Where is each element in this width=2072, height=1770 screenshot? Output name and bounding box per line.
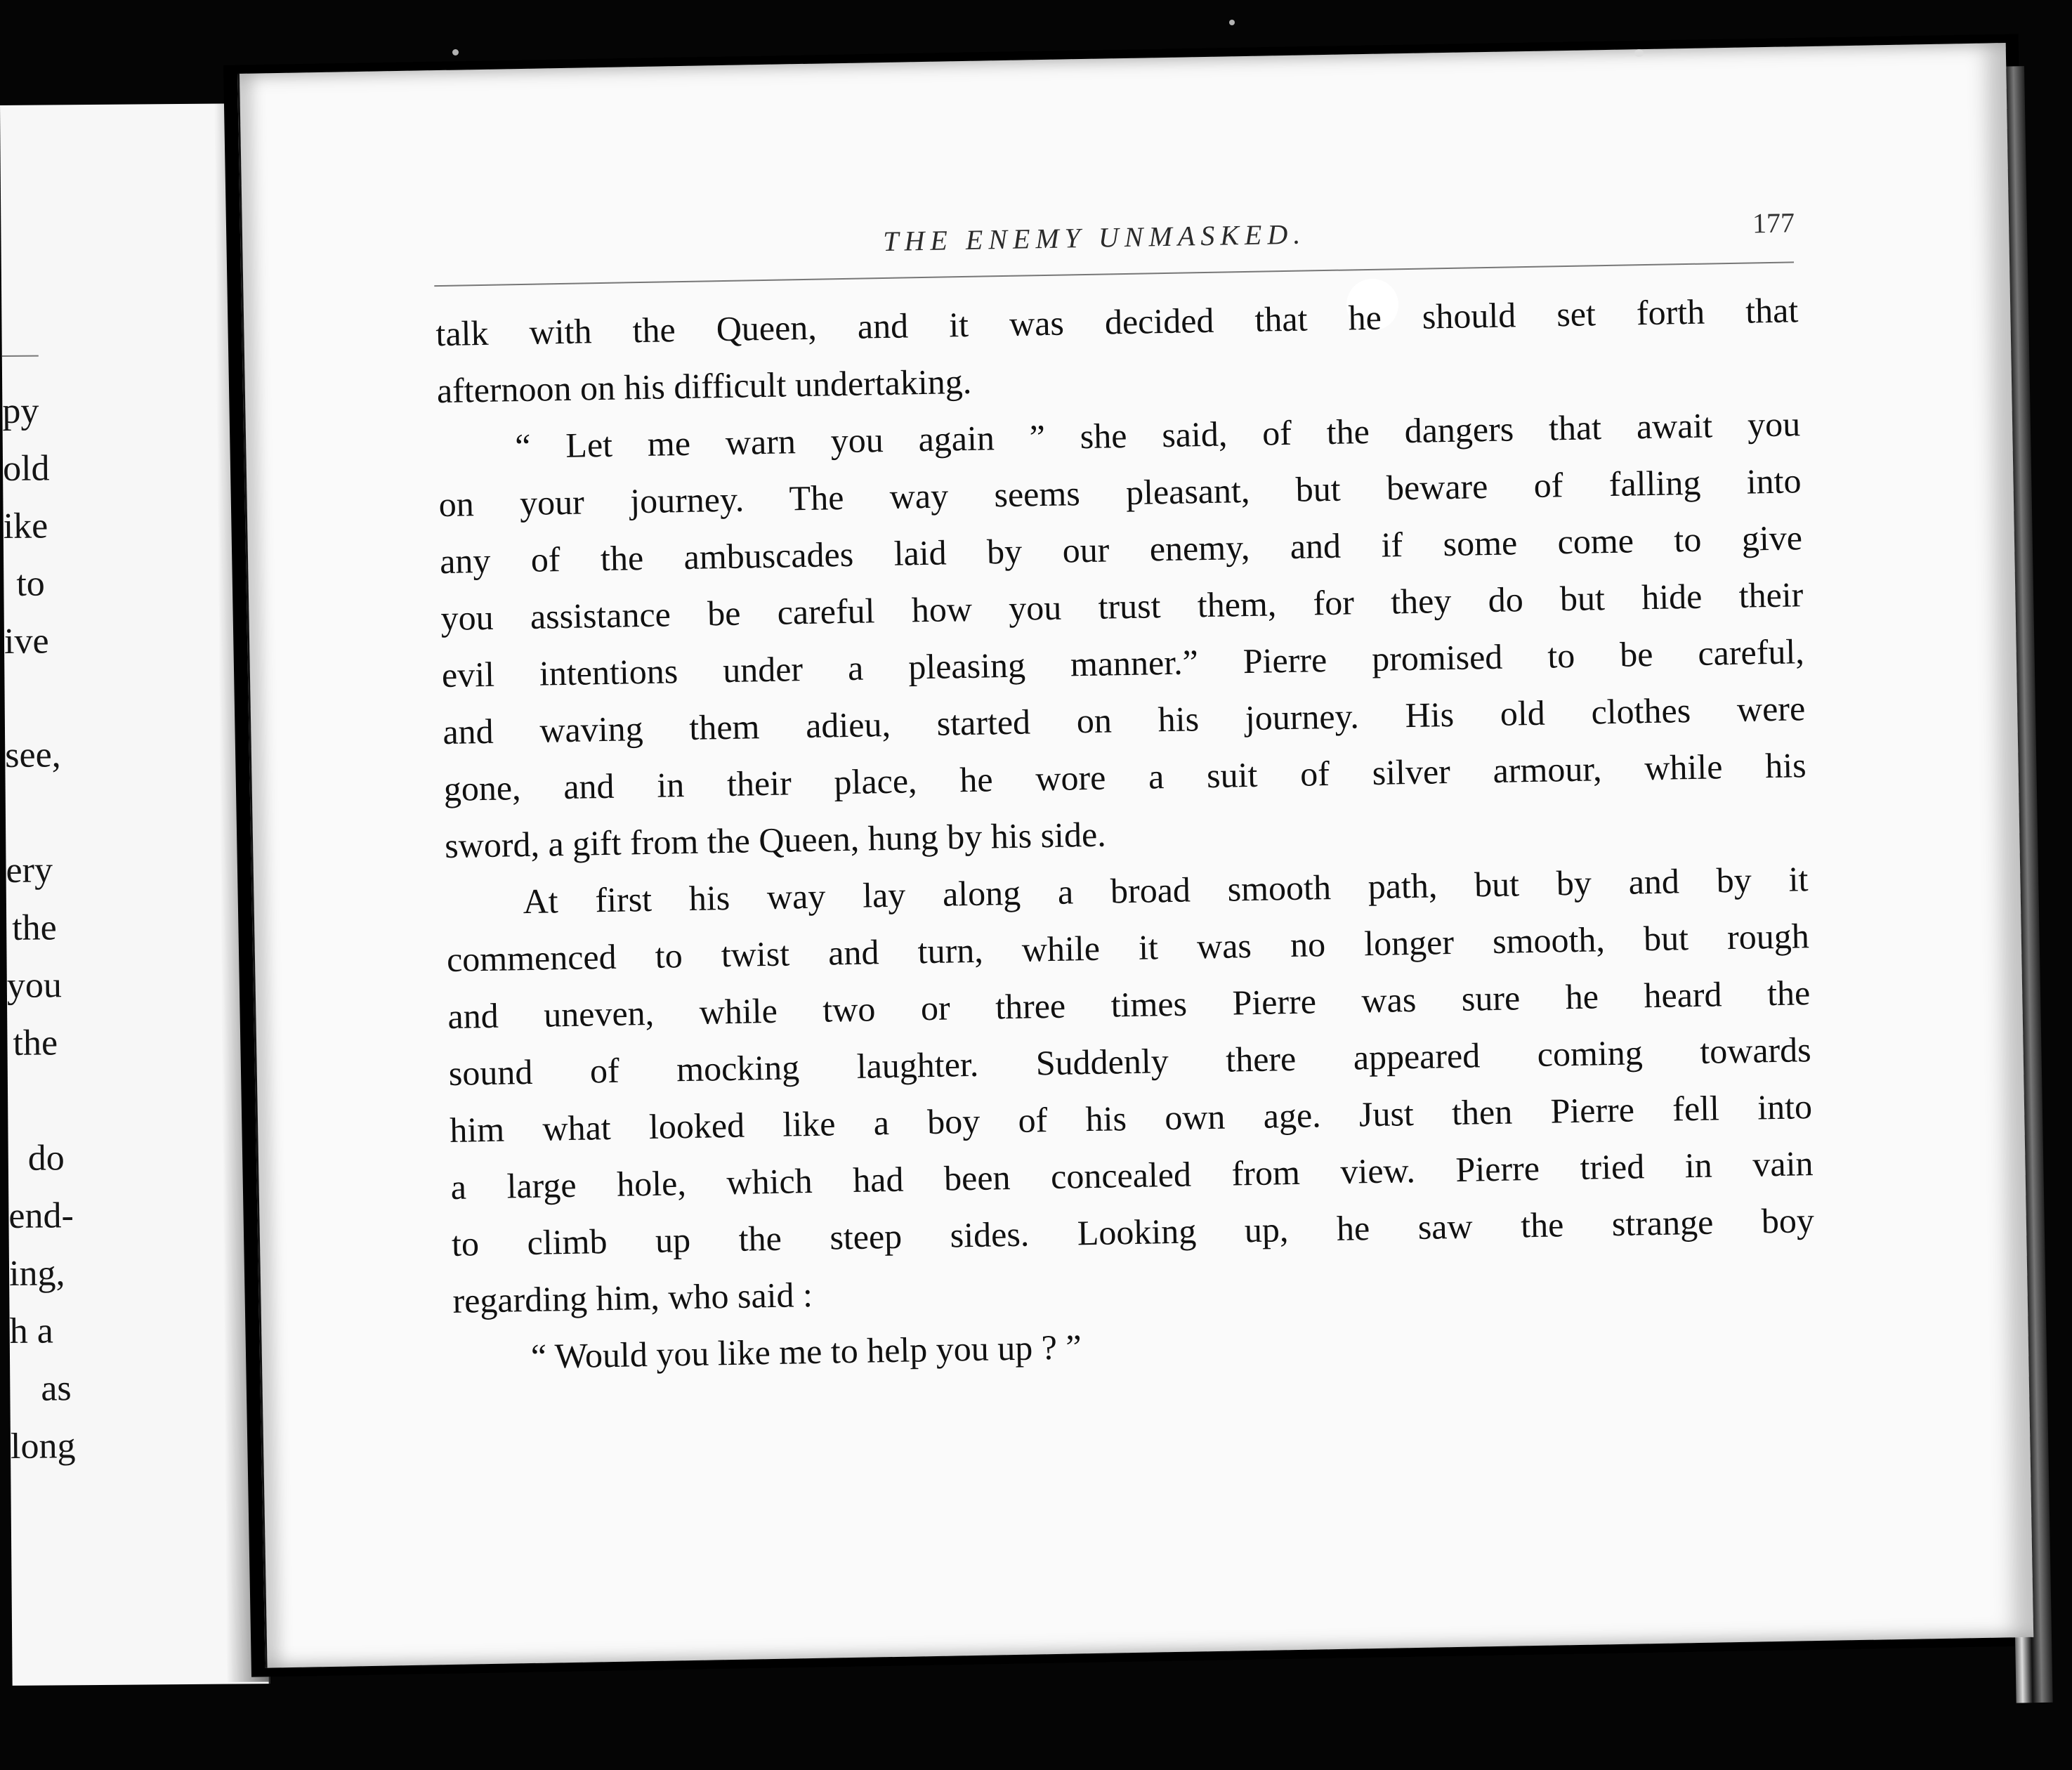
body-line: and waving them adieu, started on his journey. His old clothes were (442, 688, 1806, 752)
scan-dust-mark (452, 49, 459, 55)
left-page-fragment: do (27, 1138, 65, 1179)
left-page-fragment: the (13, 1023, 58, 1063)
body-line: any of the ambuscades laid by our enemy, and if some come to give (439, 518, 1803, 582)
body-line: regarding him, who said : (452, 1274, 813, 1320)
body-line: sound of mocking laughter. Suddenly there appeared coming towards (448, 1030, 1812, 1093)
header-rule (434, 261, 1794, 287)
left-page-fragment: ive (4, 621, 49, 662)
body-line: At first his way lay along a broad smooth path, but by and by it (523, 859, 1809, 922)
scan-dust-mark (1229, 20, 1235, 25)
body-line: him what looked like a boy of his own age. Just then Pierre fell into (449, 1087, 1813, 1150)
body-line: evil intentions under a pleasing manner.” Pierre promised to be careful, (441, 631, 1805, 695)
left-page-fragment: ing, (8, 1253, 65, 1294)
body-line: afternoon on his difficult undertaking. (436, 361, 972, 411)
body-line: on your journey. The way seems pleasant, but beware of falling into (438, 461, 1802, 525)
body-line: commenced to twist and turn, while it was no longer smooth, but rough (446, 916, 1810, 979)
body-line: “ Let me warn you again ” she said, of the dangers that await you (514, 404, 1801, 466)
left-page-fragment: as (41, 1368, 72, 1409)
left-page-fragment: ike (3, 506, 48, 546)
left-page-fragment: see, (5, 735, 61, 775)
running-head: THE ENEMY UNMASKED. (882, 218, 1306, 257)
left-page-fragment: end- (8, 1195, 74, 1236)
body-line: a large hole, which had been concealed from view. Pierre tried in vain (450, 1143, 1814, 1207)
body-line: you assistance be careful how you trust them, for they do but hide their (440, 575, 1804, 638)
left-page-fragment: py (2, 391, 39, 431)
body-line: “ Would you like me to help you up ? ” (530, 1327, 1082, 1376)
left-page-fragment: h a (9, 1311, 54, 1351)
left-page-fragment: long (10, 1426, 76, 1467)
left-page-fragment: the (11, 907, 57, 948)
left-page-fragment: ery (6, 850, 53, 891)
right-page (237, 43, 2033, 1668)
page-number: 177 (1752, 206, 1795, 240)
body-line: to climb up the steep sides. Looking up, he saw the strange boy (451, 1200, 1815, 1264)
scan-dust-mark (1634, 49, 1644, 57)
body-line: talk with the Queen, and it was decided that he should set forth that (435, 290, 1799, 354)
left-page-fragment: you (6, 965, 63, 1006)
body-line: gone, and in their place, he wore a suit of silver armour, while his (443, 745, 1807, 809)
body-line: sword, a gift from the Queen, hung by his side. (444, 814, 1107, 866)
left-page-fragment: old (2, 448, 50, 489)
left-page-fragment: to (16, 563, 46, 604)
left-page-rule (2, 355, 39, 357)
body-line: and uneven, while two or three times Pierre was sure he heard the (447, 973, 1811, 1036)
